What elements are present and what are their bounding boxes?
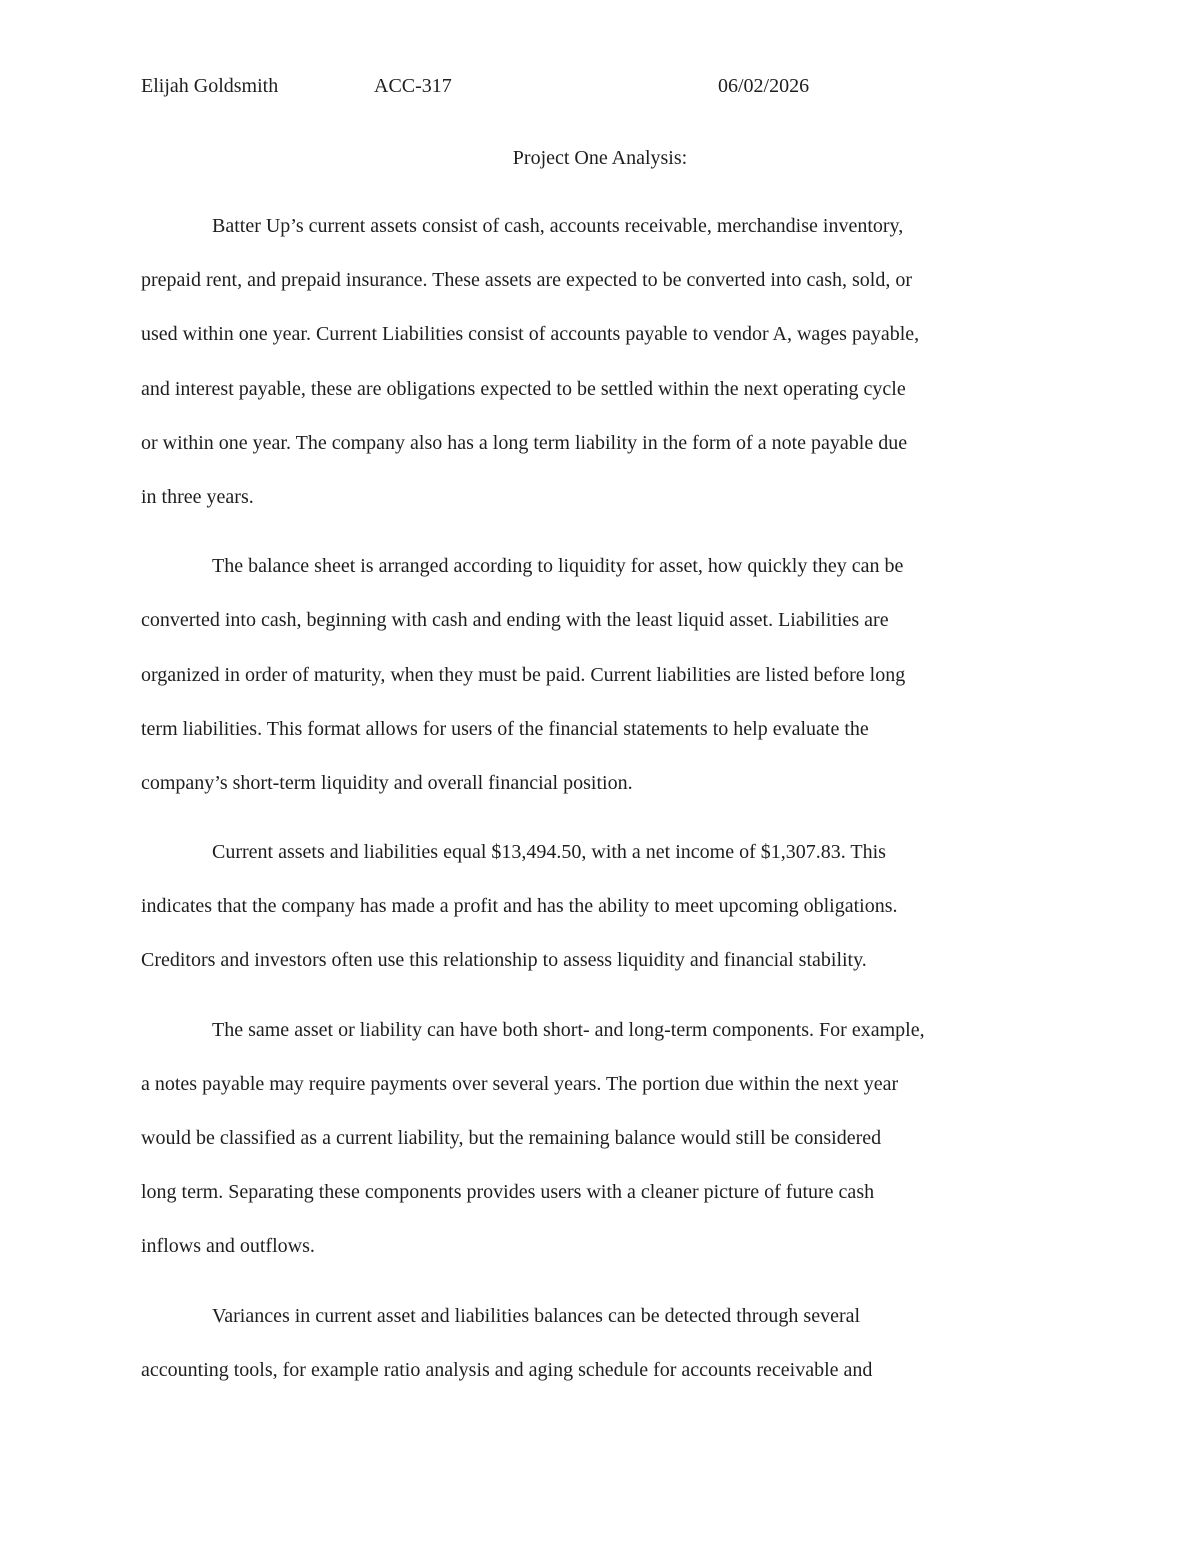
text-line: converted into cash, beginning with cash and ending with the least liquid asset. Liabilities are [141, 609, 889, 632]
document-header [141, 72, 1061, 100]
text-line: organized in order of maturity, when they must be paid. Current liabilities are listed before long [141, 663, 906, 686]
text-line: used within one year. Current Liabilities consist of accounts payable to vendor A, wages payable, [141, 323, 920, 346]
text-line: Creditors and investors often use this relationship to assess liquidity and financial stability. [141, 949, 867, 972]
text-line: indicates that the company has made a profit and has the ability to meet upcoming obligations. [141, 895, 898, 918]
text-line: inflows and outflows. [141, 1235, 315, 1258]
text-line: in three years. [141, 485, 254, 508]
paragraph-2 [141, 543, 1061, 814]
paragraph-4 [141, 1007, 1061, 1278]
text-line: and interest payable, these are obligations expected to be settled within the next operating cycle [141, 377, 906, 400]
author-name: Elijah Goldsmith [141, 75, 279, 97]
text-line: company’s short-term liquidity and overall financial position. [141, 771, 633, 794]
paragraph-5 [141, 1293, 1061, 1401]
text-line: prepaid rent, and prepaid insurance. These assets are expected to be converted into cash, sold, or [141, 269, 913, 292]
text-line: The balance sheet is arranged according to liquidity for asset, how quickly they can be [212, 555, 904, 578]
text-line: or within one year. The company also has a long term liability in the form of a note payable due [141, 431, 908, 454]
document-date: 06/02/2026 [718, 75, 810, 97]
text-line: Current assets and liabilities equal $13,494.50, with a net income of $1,307.83. This [212, 841, 886, 864]
course-code: ACC-317 [374, 75, 452, 97]
paragraph-1 [141, 203, 1061, 528]
text-line: a notes payable may require payments over several years. The portion due within the next year [141, 1072, 899, 1095]
text-line: accounting tools, for example ratio analysis and aging schedule for accounts receivable and [141, 1358, 873, 1381]
text-line: would be classified as a current liability, but the remaining balance would still be considered [141, 1127, 882, 1149]
text-line: term liabilities. This format allows for users of the financial statements to help evaluate the [141, 717, 869, 740]
text-line: Variances in current asset and liabilities balances can be detected through several [212, 1304, 861, 1327]
text-line: Batter Up’s current assets consist of cash, accounts receivable, merchandise inventory, [212, 215, 904, 237]
document-title: Project One Analysis: [512, 147, 688, 169]
paragraph-3 [141, 829, 1061, 992]
text-line: The same asset or liability can have both short- and long-term components. For example, [212, 1018, 925, 1041]
text-line: long term. Separating these components provides users with a cleaner picture of future cash [141, 1181, 875, 1204]
document-body [141, 203, 1061, 1416]
